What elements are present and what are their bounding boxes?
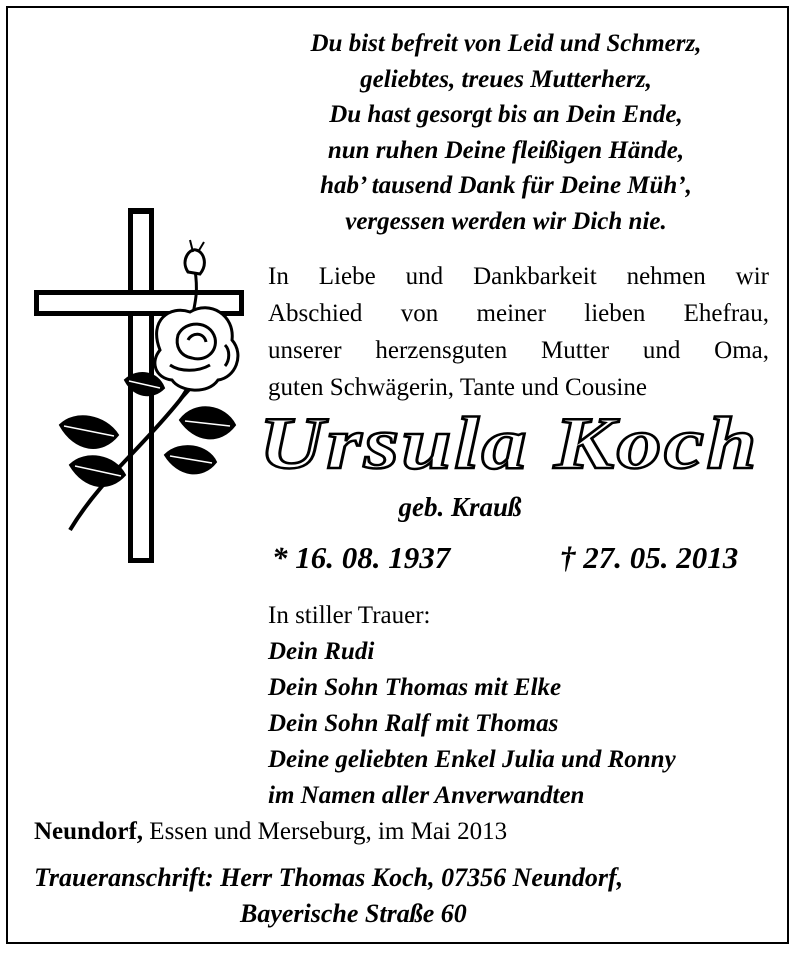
address-line-2: Bayerische Straße 60: [240, 899, 467, 928]
cross-with-rose-icon: [30, 200, 255, 570]
mourner-entry: Dein Sohn Thomas mit Elke: [268, 674, 562, 701]
mourners-lead: In stiller Trauer:: [268, 602, 431, 629]
mourner-entry: im Namen aller Anverwandten: [268, 782, 585, 809]
mourner-entry: Dein Sohn Ralf mit Thomas: [268, 710, 559, 737]
place-rest: Essen und Merseburg, im Mai 2013: [143, 818, 508, 845]
birth-date: * 16. 08. 1937: [272, 540, 451, 575]
intro-line: guten Schwägerin, Tante und Cousine: [268, 374, 647, 401]
intro-line: unserer herzensguten Mutter und Oma,: [268, 337, 769, 364]
address-line-1: Traueranschrift: Herr Thomas Koch, 07356 Neundorf,: [34, 863, 624, 892]
death-date: † 27. 05. 2013: [560, 540, 739, 575]
mourners: [268, 598, 676, 814]
mourning-address: [34, 860, 714, 932]
poem-line: geliebtes, treues Mutterherz,: [360, 65, 652, 93]
place-town: Neundorf,: [34, 818, 144, 845]
intro-line: In Liebe und Dankbarkeit nehmen wir: [268, 263, 769, 290]
poem-line: Du hast gesorgt bis an Dein Ende,: [329, 101, 683, 128]
intro-text: [268, 258, 769, 406]
poem: [256, 26, 756, 239]
place-date: [34, 818, 507, 846]
mourner-entry: Dein Rudi: [268, 638, 375, 665]
deceased-name-text: Ursula Koch: [259, 403, 759, 485]
intro-line: Abschied von meiner lieben Ehefrau,: [268, 300, 769, 327]
birth-name: geb. Krauß: [398, 492, 522, 522]
mourner-entry: Deine geliebten Enkel Julia und Ronny: [268, 746, 676, 773]
poem-line: hab’ tausend Dank für Deine Müh’,: [320, 172, 692, 199]
poem-line: nun ruhen Deine fleißigen Hände,: [327, 136, 685, 164]
poem-line: Du bist befreit von Leid und Schmerz,: [310, 30, 702, 57]
deceased-name: [254, 402, 764, 494]
poem-line: vergessen werden wir Dich nie.: [345, 207, 667, 235]
